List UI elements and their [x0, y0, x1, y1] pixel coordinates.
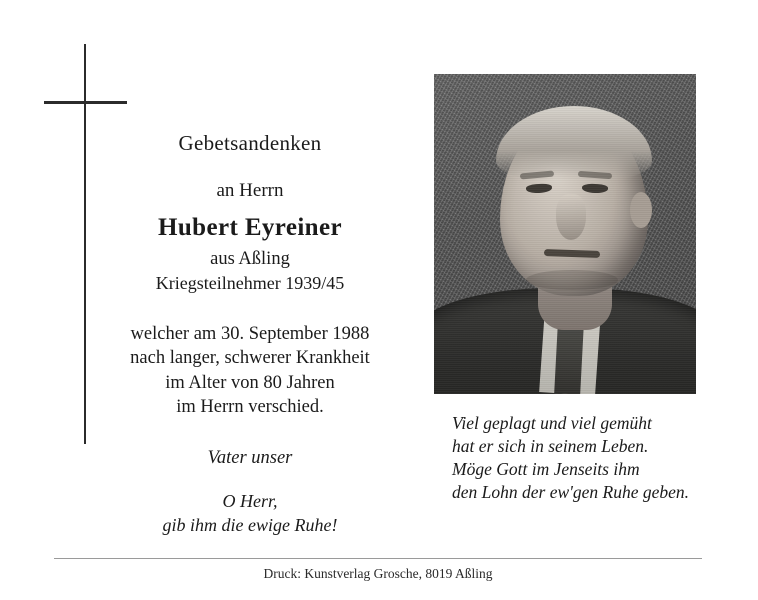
- death-details: [104, 322, 396, 420]
- memorial-text-block: [104, 130, 396, 537]
- photo-chin-shadow: [526, 270, 618, 290]
- death-details-line-4: im Herrn verschied.: [176, 397, 324, 418]
- prayer-title: Vater unser: [207, 447, 293, 468]
- death-details-line-2: nach langer, schwerer Krankheit: [130, 348, 370, 369]
- printer-imprint: Druck: Kunstverlag Grosche, 8019 Aßling: [263, 566, 493, 581]
- photo-tie: [554, 323, 584, 394]
- memorial-verse: [452, 412, 720, 504]
- photo-nose: [556, 194, 586, 240]
- deceased-origin: aus Aßling: [210, 248, 290, 269]
- invocation-line-1: O Herr,: [222, 490, 278, 511]
- cross-horizontal-bar: [44, 101, 127, 104]
- deceased-name: Hubert Eyreiner: [158, 213, 342, 241]
- cross-vertical-bar: [84, 44, 86, 444]
- death-details-line-1: welcher am 30. September 1988: [130, 323, 370, 344]
- verse-line-3: Möge Gott im Jenseits ihm: [452, 459, 640, 480]
- deceased-role: Kriegsteilnehmer 1939/45: [155, 273, 345, 294]
- dedication-line: an Herrn: [216, 179, 284, 201]
- verse-line-4: den Lohn der ew'gen Ruhe geben.: [452, 482, 690, 503]
- heading-gebetsandenken: Gebetsandenken: [178, 131, 322, 155]
- invocation-line-2: gib ihm die ewige Ruhe!: [162, 514, 338, 535]
- death-details-line-3: im Alter von 80 Jahren: [165, 372, 335, 393]
- photo-ear: [630, 192, 652, 228]
- portrait-photo: [434, 74, 696, 394]
- footer-divider: [54, 558, 702, 559]
- verse-line-1: Viel geplagt und viel gemüht: [452, 413, 652, 433]
- invocation: [104, 490, 396, 538]
- verse-line-2: hat er sich in seinem Leben.: [452, 436, 649, 457]
